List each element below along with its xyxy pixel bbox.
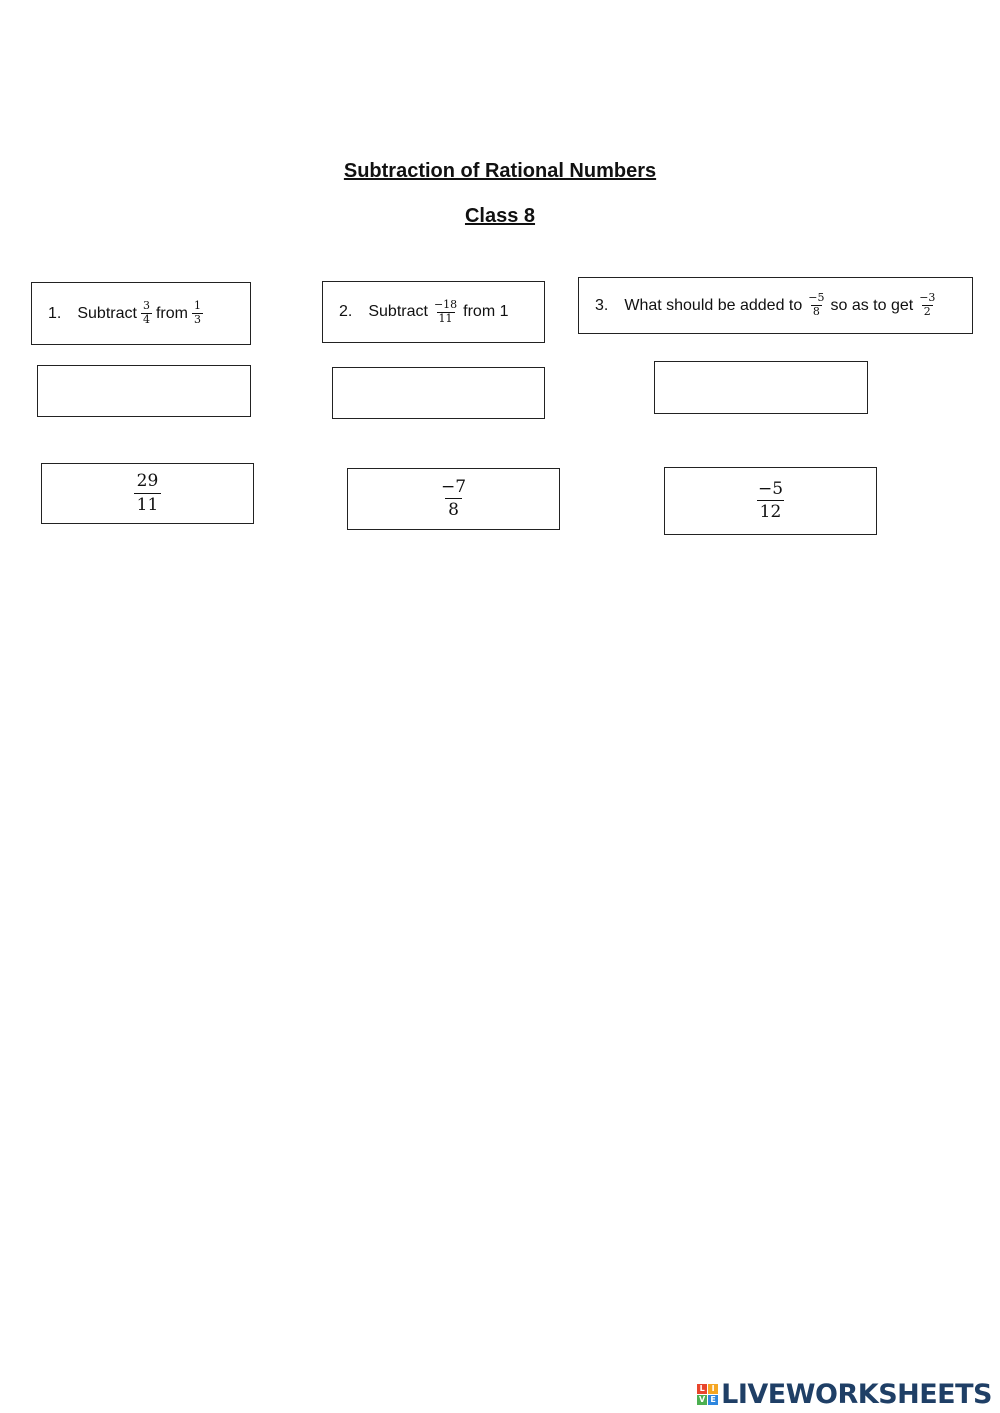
denominator: 4	[142, 313, 150, 326]
numerator: 3	[142, 299, 150, 313]
fraction	[141, 300, 152, 326]
drop-target-2[interactable]	[332, 367, 545, 419]
badge-letter: E	[708, 1395, 718, 1405]
numerator: −7	[440, 476, 467, 497]
answer-card-3[interactable]	[664, 467, 877, 535]
logo-badge-icon	[697, 1384, 718, 1405]
badge-letter: I	[708, 1384, 718, 1394]
fraction	[917, 292, 937, 318]
question-text: Subtract	[77, 304, 137, 322]
fraction	[755, 479, 786, 524]
drop-target-1[interactable]	[37, 365, 251, 417]
fraction	[806, 292, 826, 318]
question-1-box	[31, 282, 251, 345]
question-text: from 1	[463, 303, 509, 320]
denominator: 2	[923, 305, 931, 318]
drop-target-3[interactable]	[654, 361, 868, 414]
question-2-box	[322, 281, 545, 343]
fraction	[432, 299, 459, 325]
numerator: 29	[136, 471, 159, 492]
numerator: −3	[919, 291, 936, 305]
badge-letter: L	[697, 1384, 707, 1394]
question-text: from	[155, 304, 188, 322]
question-number: 2.	[339, 303, 353, 320]
question-3-box	[578, 277, 973, 334]
question-text: so as to get	[830, 296, 914, 314]
fraction	[438, 477, 469, 522]
fraction	[134, 471, 162, 516]
numerator: −5	[808, 291, 825, 305]
answer-card-2[interactable]	[347, 468, 560, 530]
question-number: 3.	[595, 296, 609, 314]
question-text: What should be added to	[624, 296, 803, 314]
class-label: Class 8	[464, 205, 536, 227]
question-number: 1.	[48, 304, 62, 322]
denominator: 12	[757, 500, 785, 523]
denominator: 11	[438, 311, 453, 325]
numerator: −18	[433, 297, 458, 311]
denominator: 3	[193, 313, 201, 326]
liveworksheets-logo	[697, 1378, 992, 1410]
page-title: Subtraction of Rational Numbers	[343, 160, 657, 182]
badge-letter: V	[699, 1394, 706, 1404]
denominator: 11	[134, 493, 162, 516]
logo-text: LIVEWORKSHEETS	[721, 1378, 992, 1410]
numerator: 1	[193, 299, 201, 313]
question-text: Subtract	[368, 303, 428, 320]
denominator: 8	[445, 498, 462, 521]
fraction	[192, 300, 203, 326]
answer-card-1[interactable]	[41, 463, 254, 524]
denominator: 8	[812, 305, 820, 318]
numerator: −5	[757, 478, 784, 499]
